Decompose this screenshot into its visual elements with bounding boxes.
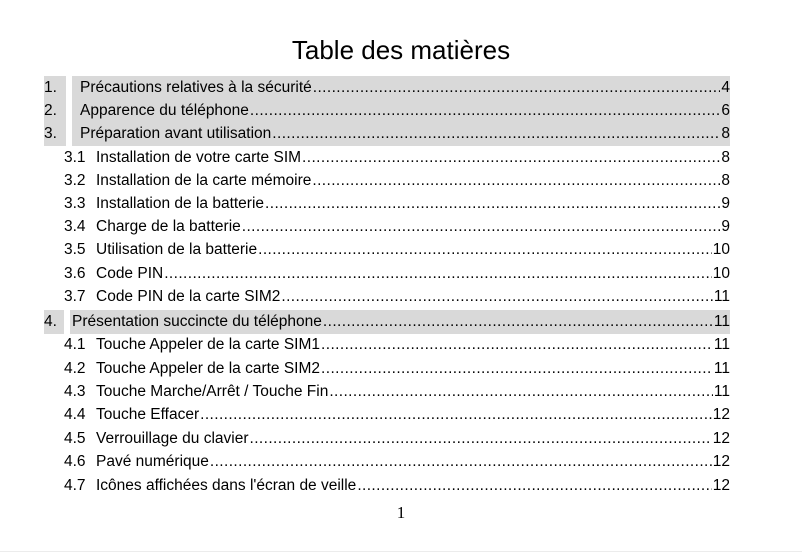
entry-page: 8 bbox=[721, 125, 730, 142]
entry-page: 4 bbox=[721, 79, 730, 96]
entry-page: 11 bbox=[713, 313, 730, 330]
dot-leader bbox=[281, 285, 713, 308]
entry-number: 4.3 bbox=[64, 383, 86, 400]
toc-entry-4-7[interactable] bbox=[0, 474, 802, 497]
toc-entry-4-4[interactable] bbox=[0, 403, 802, 426]
entry-number: 2. bbox=[44, 102, 57, 119]
entry-number: 4.4 bbox=[64, 406, 86, 423]
page-number: 1 bbox=[396, 503, 406, 522]
toc-entry-4-3[interactable] bbox=[0, 380, 802, 403]
entry-number: 4.1 bbox=[64, 336, 86, 353]
dot-leader bbox=[321, 333, 713, 356]
toc-entry-3-2[interactable] bbox=[0, 169, 802, 192]
entry-number: 3.1 bbox=[64, 149, 86, 166]
dot-leader bbox=[258, 238, 712, 261]
entry-label: Présentation succincte du téléphone bbox=[72, 313, 322, 330]
dot-leader bbox=[250, 99, 720, 122]
entry-number: 4.7 bbox=[64, 477, 86, 494]
entry-label: Précautions relatives à la sécurité bbox=[80, 79, 312, 96]
entry-number: 1. bbox=[44, 79, 57, 96]
entry-label: Code PIN de la carte SIM2 bbox=[96, 288, 281, 305]
entry-number: 4.6 bbox=[64, 453, 86, 470]
toc-entry-3-3[interactable] bbox=[0, 192, 802, 215]
dot-leader bbox=[321, 357, 713, 380]
toc-entry-4-5[interactable] bbox=[0, 427, 802, 450]
entry-page: 9 bbox=[721, 195, 730, 212]
entry-page: 11 bbox=[713, 288, 730, 305]
dot-leader bbox=[302, 146, 720, 169]
entry-number: 4.5 bbox=[64, 430, 86, 447]
toc-entry-4-6[interactable] bbox=[0, 450, 802, 473]
dot-leader bbox=[265, 192, 720, 215]
entry-page: 9 bbox=[721, 218, 730, 235]
entry-label: Apparence du téléphone bbox=[80, 102, 249, 119]
entry-number: 3.6 bbox=[64, 265, 86, 282]
dot-leader bbox=[242, 215, 721, 238]
entry-label: Utilisation de la batterie bbox=[96, 241, 258, 258]
entry-page: 11 bbox=[713, 383, 730, 400]
entry-page: 12 bbox=[712, 430, 730, 447]
entry-number: 3.4 bbox=[64, 218, 86, 235]
dot-leader bbox=[210, 450, 712, 473]
toc-entry-3-6[interactable] bbox=[0, 262, 802, 285]
entry-label: Touche Marche/Arrêt / Touche Fin bbox=[96, 383, 329, 400]
dot-leader bbox=[357, 474, 711, 497]
dot-leader bbox=[272, 122, 720, 145]
entry-page: 12 bbox=[712, 453, 730, 470]
entry-page: 12 bbox=[712, 406, 730, 423]
entry-number: 3.5 bbox=[64, 241, 86, 258]
entry-number: 4. bbox=[44, 313, 57, 330]
dot-leader bbox=[313, 76, 721, 99]
entry-label: Installation de la batterie bbox=[96, 195, 265, 212]
toc-entry-4[interactable] bbox=[0, 310, 802, 333]
entry-label: Touche Appeler de la carte SIM1 bbox=[96, 336, 321, 353]
toc-entry-1[interactable] bbox=[0, 76, 802, 99]
dot-leader bbox=[250, 427, 712, 450]
dot-leader bbox=[312, 169, 720, 192]
dot-leader bbox=[323, 310, 713, 333]
toc-entry-3-1[interactable] bbox=[0, 146, 802, 169]
dot-leader bbox=[164, 262, 712, 285]
entry-page: 12 bbox=[712, 477, 730, 494]
entry-label: Touche Appeler de la carte SIM2 bbox=[96, 360, 321, 377]
toc-entry-3-7[interactable] bbox=[0, 285, 802, 308]
entry-page: 10 bbox=[712, 241, 730, 258]
toc-entry-3-4[interactable] bbox=[0, 215, 802, 238]
entry-label: Pavé numérique bbox=[96, 453, 209, 470]
dot-leader bbox=[200, 403, 712, 426]
entry-label: Verrouillage du clavier bbox=[96, 430, 249, 447]
entry-number: 3.7 bbox=[64, 288, 86, 305]
entry-page: 6 bbox=[721, 102, 730, 119]
entry-label: Préparation avant utilisation bbox=[80, 125, 272, 142]
toc-entry-4-1[interactable] bbox=[0, 333, 802, 356]
entry-number: 4.2 bbox=[64, 360, 86, 377]
entry-label: Installation de votre carte SIM bbox=[96, 149, 302, 166]
toc-entry-4-2[interactable] bbox=[0, 357, 802, 380]
entry-number: 3. bbox=[44, 125, 57, 142]
entry-number: 3.3 bbox=[64, 195, 86, 212]
dot-leader bbox=[329, 380, 713, 403]
entry-page: 11 bbox=[713, 336, 730, 353]
entry-label: Code PIN bbox=[96, 265, 164, 282]
toc-entry-3-5[interactable] bbox=[0, 238, 802, 261]
toc-title: Table des matières bbox=[291, 35, 511, 65]
page-bottom-divider bbox=[0, 551, 802, 552]
entry-page: 8 bbox=[721, 172, 730, 189]
entry-label: Charge de la batterie bbox=[96, 218, 241, 235]
entry-label: Touche Effacer bbox=[96, 406, 200, 423]
toc-entry-3[interactable] bbox=[0, 122, 802, 145]
entry-label: Installation de la carte mémoire bbox=[96, 172, 312, 189]
entry-number: 3.2 bbox=[64, 172, 86, 189]
entry-label: Icônes affichées dans l'écran de veille bbox=[96, 477, 357, 494]
entry-page: 10 bbox=[712, 265, 730, 282]
entry-page: 8 bbox=[721, 149, 730, 166]
entry-page: 11 bbox=[713, 360, 730, 377]
toc-entry-2[interactable] bbox=[0, 99, 802, 122]
